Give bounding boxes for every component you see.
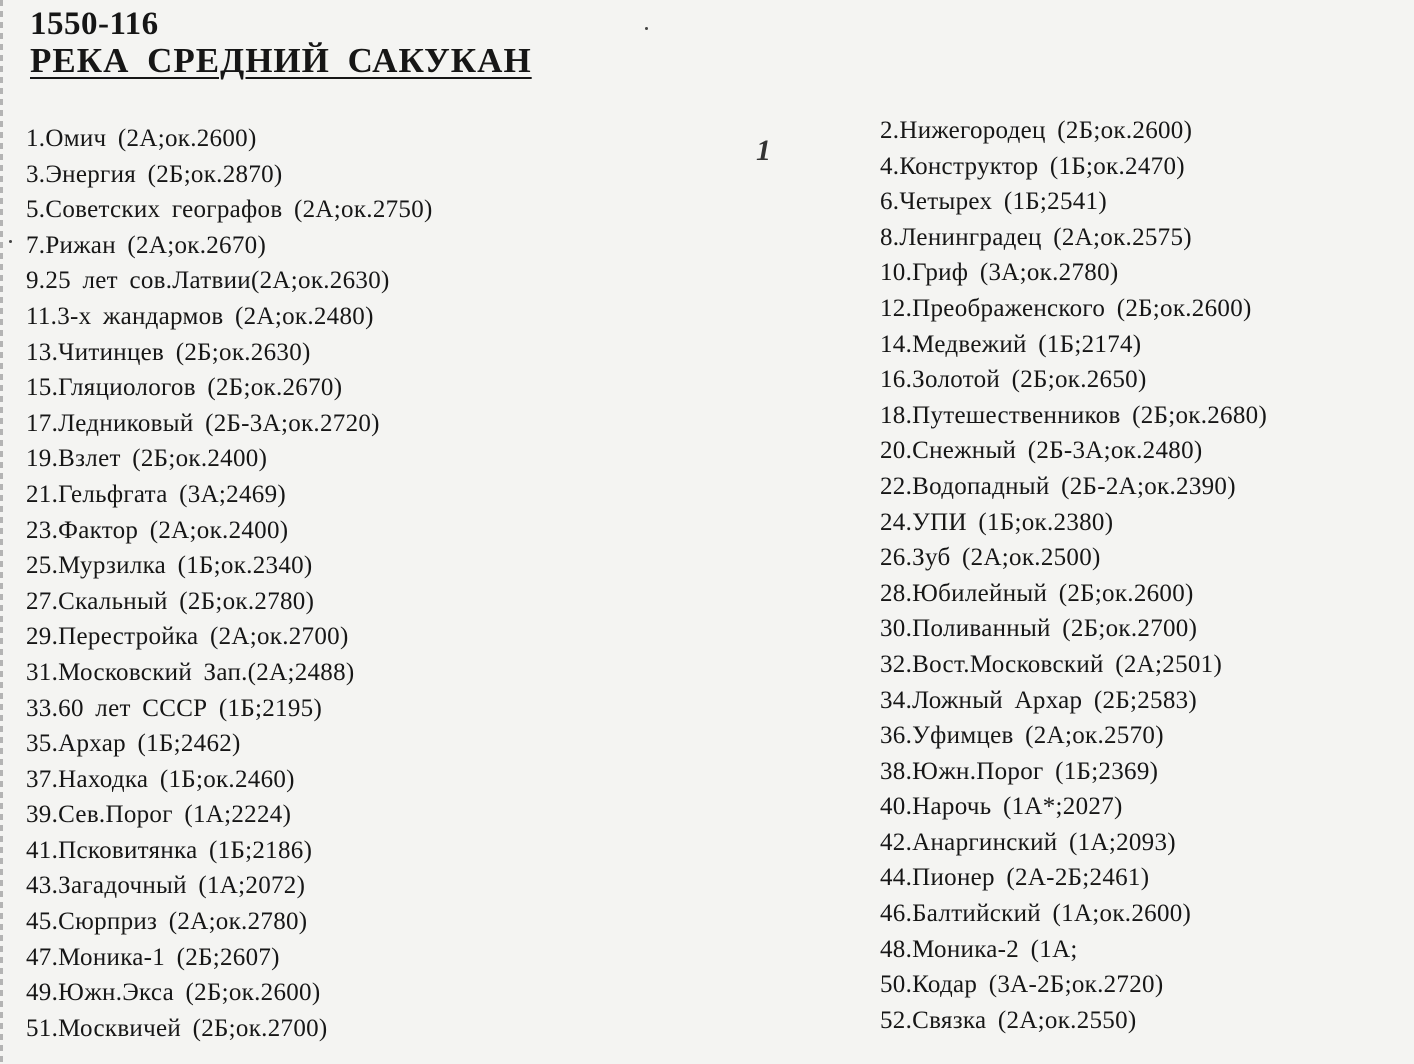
pass-entry: 4.Конструктор (1Б;ок.2470) <box>880 152 1185 180</box>
pass-entry: 6.Четырех (1Б;2541) <box>880 188 1107 216</box>
pass-entry: 35.Архар (1Б;2462) <box>26 730 241 758</box>
pass-entry: 15.Гляциологов (2Б;ок.2670) <box>26 374 343 402</box>
pass-entry: 52.Связка (2А;ок.2550) <box>880 1006 1137 1034</box>
pass-entry: 31.Московский Зап.(2А;2488) <box>26 658 355 686</box>
pass-entry: 20.Снежный (2Б-3А;ок.2480) <box>880 437 1203 465</box>
pass-entry: 22.Водопадный (2Б-2А;ок.2390) <box>880 472 1236 500</box>
pass-entry: 39.Сев.Порог (1А;2224) <box>26 801 292 829</box>
pass-entry: 18.Путешественников (2Б;ок.2680) <box>880 401 1268 429</box>
pass-entry: 28.Юбилейный (2Б;ок.2600) <box>880 579 1194 607</box>
ink-speck <box>645 27 648 30</box>
pass-entry: 32.Вост.Московский (2А;2501) <box>880 650 1223 678</box>
pass-entry: 26.Зуб (2А;ок.2500) <box>880 544 1101 572</box>
pass-entry: 37.Находка (1Б;ок.2460) <box>26 765 295 793</box>
pass-entry: 5.Советских географов (2А;ок.2750) <box>26 196 433 224</box>
ink-speck <box>9 240 12 243</box>
pass-entry: 17.Ледниковый (2Б-3А;ок.2720) <box>26 409 380 437</box>
pass-entry: 42.Анаргинский (1А;2093) <box>880 828 1176 856</box>
pass-entry: 40.Нарочь (1А*;2027) <box>880 793 1123 821</box>
pass-entry: 51.Москвичей (2Б;ок.2700) <box>26 1014 328 1042</box>
pass-entry: 11.3-х жандармов (2А;ок.2480) <box>26 302 374 330</box>
pass-entry: 8.Ленинградец (2А;ок.2575) <box>880 223 1192 251</box>
pass-entry: 46.Балтийский (1А;ок.2600) <box>880 900 1192 928</box>
pass-entry: 38.Южн.Порог (1Б;2369) <box>880 757 1159 785</box>
page-edge-perforation <box>0 0 3 1064</box>
pass-entry: 1.Омич (2А;ок.2600) <box>26 125 257 152</box>
pass-entry: 19.Взлет (2Б;ок.2400) <box>26 445 268 473</box>
pass-entry: 13.Читинцев (2Б;ок.2630) <box>26 338 311 366</box>
pass-entry: 45.Сюрприз (2А;ок.2780) <box>26 908 308 936</box>
page-title: РЕКА СРЕДНИЙ САКУКАН <box>30 41 532 80</box>
pass-entry: 30.Поливанный (2Б;ок.2700) <box>880 615 1198 643</box>
pass-entry: 21.Гельфгата (3А;2469) <box>26 480 287 508</box>
left-column-list <box>26 121 433 1046</box>
pass-entry: 10.Гриф (3А;ок.2780) <box>880 259 1119 287</box>
pass-entry: 36.Уфимцев (2А;ок.2570) <box>880 722 1164 750</box>
pass-entry: 27.Скальный (2Б;ок.2780) <box>26 587 315 615</box>
pass-entry: 2.Нижегородец (2Б;ок.2600) <box>880 117 1193 144</box>
pass-entry: 24.УПИ (1Б;ок.2380) <box>880 508 1114 536</box>
pass-entry: 16.Золотой (2Б;ок.2650) <box>880 366 1147 394</box>
pass-entry: 34.Ложный Архар (2Б;2583) <box>880 686 1198 714</box>
pass-entry: 33.60 лет СССР (1Б;2195) <box>26 694 323 722</box>
pass-entry: 23.Фактор (2А;ок.2400) <box>26 516 289 544</box>
pass-entry: 48.Моника-2 (1А; <box>880 935 1078 963</box>
pass-entry: 49.Южн.Экса (2Б;ок.2600) <box>26 979 321 1007</box>
pass-entry: 44.Пионер (2А-2Б;2461) <box>880 864 1150 892</box>
pass-entry: 9.25 лет сов.Латвии(2А;ок.2630) <box>26 267 390 295</box>
document-number: 1550-116 <box>30 6 159 42</box>
pass-entry: 12.Преображенского (2Б;ок.2600) <box>880 294 1252 322</box>
handwritten-mark: 1 <box>756 134 771 167</box>
right-column-list <box>880 113 1267 1038</box>
pass-entry: 14.Медвежий (1Б;2174) <box>880 330 1142 358</box>
pass-entry: 25.Мурзилка (1Б;ок.2340) <box>26 552 313 580</box>
pass-entry: 47.Моника-1 (2Б;2607) <box>26 943 280 971</box>
pass-entry: 43.Загадочный (1А;2072) <box>26 872 306 900</box>
pass-entry: 29.Перестройка (2А;ок.2700) <box>26 623 349 651</box>
pass-entry: 3.Энергия (2Б;ок.2870) <box>26 160 283 188</box>
pass-entry: 41.Псковитянка (1Б;2186) <box>26 836 313 864</box>
pass-entry: 50.Кодар (3А-2Б;ок.2720) <box>880 971 1164 999</box>
pass-entry: 7.Рижан (2А;ок.2670) <box>26 231 267 259</box>
